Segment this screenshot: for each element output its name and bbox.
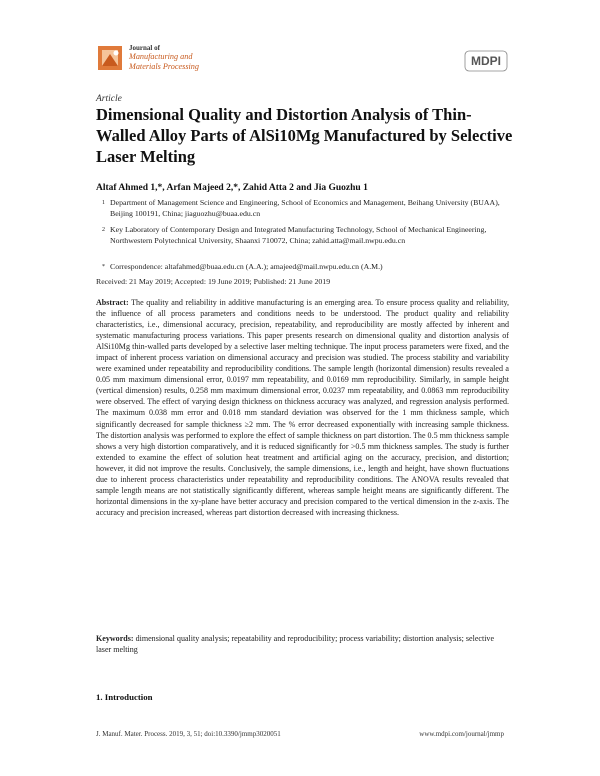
abstract-label: Abstract: <box>96 298 129 307</box>
keywords-text: dimensional quality analysis; repeatability and reproducibility; process variability; distortion analysis; selective laser melting <box>96 634 495 654</box>
article-type: Article <box>96 94 122 104</box>
affiliation-text: Department of Management Science and Engineering, School of Economics and Management, Beihang University (BUAA), Beijing 100191, China; jiaguozhu@buaa.edu.cn <box>110 198 500 218</box>
journal-name-line2: Materials Processing <box>129 62 199 71</box>
affiliation-2 <box>96 225 516 247</box>
keywords-label: Keywords: <box>96 634 134 643</box>
keywords <box>96 633 509 655</box>
abstract-text: The quality and reliability in additive manufacturing is an emerging area. To ensure process quality and reliability, the influence of all process parameters and conditions needs to be understood. The product quality and reliability characteristics, i.e., dimensional accuracy, precision, repeatability, and reproducibility are mostly affected by inherent and systematic manufacturing process variations. This paper presents research on dimensional quality and distortion analysis of AlSi10Mg thin-walled parts developed by a selective laser melting technique. The input process parameters were fixed, and the impact of inherent process variation on dimensional accuracy and precision was studied. The process stability and variability were examined under repeatability and reproducibility conditions. The sample length (horizontal dimension) results revealed a 0.05 mm maximum dimensional error, 0.0197 mm repeatability, and 0.0169 mm reproducibility. Similarly, in sample height (vertical dimension) results, 0.258 mm maximum dimensional error, 0.0237 mm repeatability, and 0.0863 mm reproducibility were observed. The effect of varying design thickness on thickness accuracy was analyzed, and regression analysis performed. The maximum 0.038 mm error and 0.018 mm standard deviation was observed for the 1 mm thickness sample, which significantly decreased for sample thickness ≥2 mm. The % error decreased exponentially with increasing sample thickness. The distortion analysis was performed to explore the effect of sample thickness on part distortion. The 0.5 mm thickness sample shows a very high distortion comparatively, and it is reduced significantly for >0.5 mm thickness samples. The study is further extended to examine the effect of solution heat treatment and artificial aging on the accuracy, precision, and distortion; however, it did not improve the results. Conclusively, the sample dimensions, i.e., length and height, have shown fluctuations due to inherent process characteristics under repeatability and reproducibility conditions. The ANOVA results revealed that sample length means are not statistically significantly different, whereas sample height means are significantly different. The horizontal dimensions in the xy-plane have better accuracy and precision compared to the vertical dimension in the z-axis. The accuracy and precision increased, whereas part distortion decreased with increasing thickness. <box>96 298 509 517</box>
publication-dates: Received: 21 May 2019; Accepted: 19 June 2019; Published: 21 June 2019 <box>96 277 331 286</box>
article-title: Dimensional Quality and Distortion Analysis of Thin-Walled Alloy Parts of AlSi10Mg Manufactured by Selective Laser Melting <box>96 105 513 166</box>
publisher-name: MDPI <box>471 54 501 68</box>
author-list: Altaf Ahmed 1,*, Arfan Majeed 2,*, Zahid Atta 2 and Jia Guozhu 1 <box>96 183 368 193</box>
abstract <box>96 297 509 518</box>
journal-url[interactable]: www.mdpi.com/journal/jmmp <box>419 730 504 738</box>
affiliation-marker: * <box>102 264 105 270</box>
affiliation-marker: 1 <box>102 200 105 206</box>
journal-label: Journal of <box>129 44 160 52</box>
citation-footer: J. Manuf. Mater. Process. 2019, 3, 51; doi:10.3390/jmmp3020051 <box>96 730 281 738</box>
section-heading: 1. Introduction <box>96 692 153 702</box>
journal-name <box>129 52 199 72</box>
affiliation-text: Correspondence: altafahmed@buaa.edu.cn (A.A.); amajeed@mail.nwpu.edu.cn (A.M.) <box>110 262 383 271</box>
affiliation-1 <box>96 198 516 220</box>
publisher-logo <box>464 50 508 72</box>
journal-name-line1: Manufacturing and <box>129 52 193 61</box>
journal-logo <box>96 40 206 80</box>
affiliation-marker: 2 <box>102 227 105 233</box>
affiliation-text: Key Laboratory of Contemporary Design and Integrated Manufacturing Technology, School of Mechanical Engineering, Northwestern Polytechnical University, Shaanxi 710072, China; zahid.atta@mail.nwpu.edu.cn <box>110 225 487 245</box>
correspondence <box>96 262 516 273</box>
journal-emblem-icon <box>96 42 126 74</box>
